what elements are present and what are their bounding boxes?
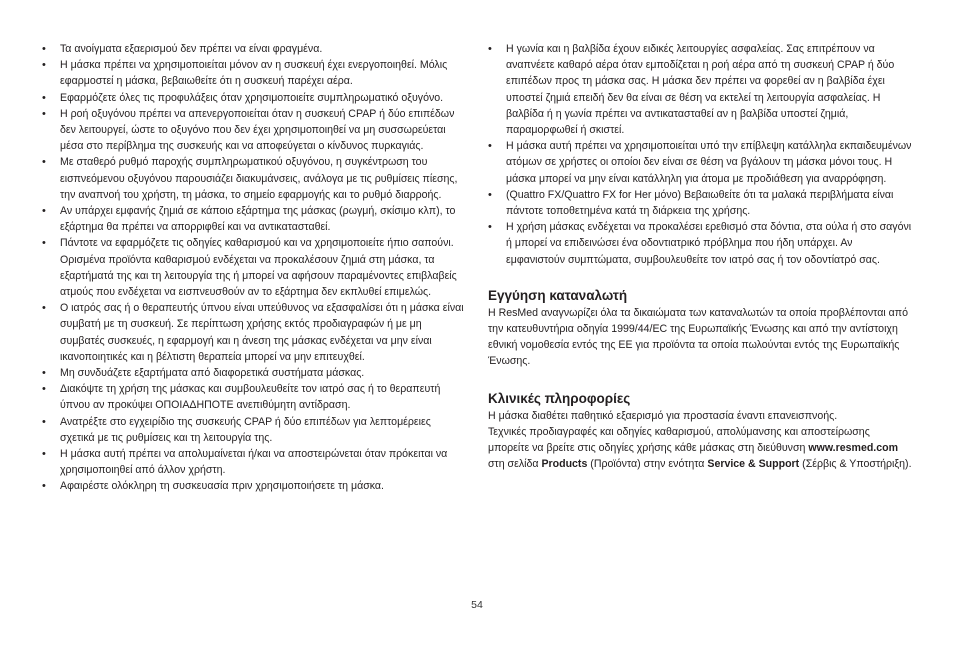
bullet: •	[488, 43, 492, 55]
right-column	[488, 41, 912, 472]
list-item: • Μη συνδυάζετε εξαρτήματα από διαφορετικά συστήματα μάσκας.	[42, 365, 466, 381]
list-item: • Η ροή οξυγόνου πρέπει να απενεργοποιείται όταν η συσκευή CPAP ή δύο επιπέδων δεν λειτουργεί, ώστε το οξυγόνο που δεν έχει χρησιμοποιηθεί να μη συσσωρεύεται μέσα στο περίβλημα της συσκευής και να αποφεύγεται ο κίνδυνος πυρκαγιάς.	[42, 107, 455, 153]
bullet: •	[42, 91, 46, 104]
left-column	[42, 41, 466, 495]
bullet: •	[42, 367, 46, 380]
list-item: • Αφαιρέστε ολόκληρη τη συσκευασία πριν χρησιμοποιήσετε τη μάσκα.	[42, 478, 466, 494]
list-item: • Εφαρμόζετε όλες τις προφυλάξεις όταν χρησιμοποιείτε συμπληρωματικό οξυγόνο.	[42, 90, 466, 106]
bullet: •	[42, 156, 46, 169]
warranty-heading: Εγγύηση καταναλωτή	[488, 287, 628, 303]
list-item: • Ανατρέξτε στο εγχειρίδιο της συσκευής CPAP ή δύο επιπέδων για λεπτομέρειες σχετικά με τις ρυθμίσεις και τη λειτουργία της.	[42, 415, 431, 444]
list-item: • Διακόψτε τη χρήση της μάσκας και συμβουλευθείτε τον ιατρό σας ή το θεραπευτή ύπνου αν προκύψει ΟΠΟΙΑΔΗΠΟΤΕ ανεπιθύμητη αντίδραση.	[42, 383, 441, 412]
bullet: •	[42, 205, 46, 218]
bullet: •	[42, 107, 46, 120]
bullet: •	[42, 415, 46, 428]
list-item: • Ο ιατρός σας ή ο θεραπευτής ύπνου είναι υπεύθυνος να εξασφαλίσει ότι η μάσκα είναι συμβατή με τη συσκευή. Σε περίπτωση χρήσης εκτός προδιαγραφών ή με μη συμβατές συσκευές, η εφαρμογή και η άνεση της μάσκας ενδέχεται να μην είναι ικανοποιητικές και η βέλτιστη θεραπεία μπορεί να μην επιτευχθεί.	[42, 302, 464, 363]
resmed-url-link[interactable]: www.resmed.com	[808, 442, 899, 455]
list-item: • (Quattro FX/Quattro FX for Her μόνο) Βεβαιωθείτε ότι τα μαλακά περιβλήματα είναι πάντοτε τοποθετημένα κατά τη διάρκεια της χρήσης.	[488, 188, 894, 218]
list-item: • Η μάσκα αυτή πρέπει να χρησιμοποιείται υπό την επίβλεψη κατάλληλα εκπαιδευμένων ατόμων σε χρήστες οι οποίοι δεν είναι σε θέση να βγάλουν τη μάσκα μόνοι τους. Η μάσκα μπορεί να μην είναι κατάλληλη για άτομα με προδιάθεση για αναρρόφηση.	[488, 140, 912, 185]
bullet: •	[42, 448, 46, 461]
list-item: • Η μάσκα αυτή πρέπει να απολυμαίνεται ή/και να αποστειρώνεται όταν πρόκειται να χρησιμοποιηθεί από άλλον χρήστη.	[42, 448, 448, 477]
list-item: • Η χρήση μάσκας ενδέχεται να προκαλέσει ερεθισμό στα δόντια, στα ούλα ή στο σαγόνι ή μπορεί να επιδεινώσει ένα οδοντιατρικό πρόβλημα που ήδη υπάρχει. Αν εμφανιστούν συμπτώματα, συμβουλευθείτε τον ιατρό σας ή τον οδοντίατρό σας.	[488, 221, 912, 266]
page-number: 54	[471, 599, 483, 611]
bullet: •	[488, 188, 492, 201]
products-label: Products	[541, 458, 588, 471]
bullet: •	[42, 480, 46, 493]
bullet: •	[42, 302, 46, 315]
warnings-list-right	[488, 41, 912, 268]
list-item: • Η μάσκα πρέπει να χρησιμοποιείται μόνον αν η συσκευή έχει ενεργοποιηθεί. Μόλις εφαρμοστεί η μάσκα, βεβαιωθείτε ότι η συσκευή παρέχει αέρα.	[42, 59, 448, 88]
bullet: •	[488, 221, 492, 234]
list-item: • Αν υπάρχει εμφανής ζημιά σε κάποιο εξάρτημα της μάσκας (ρωγμή, σκίσιμο κλπ), το εξάρτημα θα πρέπει να απορριφθεί και να αντικατασταθεί.	[42, 205, 456, 234]
bullet: •	[42, 237, 46, 250]
list-item: • Πάντοτε να εφαρμόζετε τις οδηγίες καθαρισμού και να χρησιμοποιείτε ήπιο σαπούνι. Ορισμένα προϊόντα καθαρισμού ενδέχεται να προκαλέσουν ζημιά στη μάσκα, τα εξαρτήματά της και τη λειτουργία της ή μπορεί να αφήσουν παραμένοντες επιβλαβείς ατμούς που ενδέχεται να εισπνευσθούν αν το εξάρτημα δεν εκπλυθεί επιμελώς.	[42, 237, 457, 299]
bullet: •	[42, 43, 46, 55]
clinical-text: Τεχνικές προδιαγραφές και οδηγίες καθαρισμού, απολύμανσης και αποστείρωσης μπορείτε να βρείτε στις οδηγίες χρήσης κάθε μάσκας στη διεύθυνση www.resmed.com στη σελίδα Products (Προϊόντα) στην ενότητα Service & Support (Σέρβις & Υποστήριξη).	[488, 425, 912, 471]
warnings-list-left	[42, 41, 466, 495]
service-support-label: Service & Support	[707, 458, 800, 471]
list-item: • Τα ανοίγματα εξαερισμού δεν πρέπει να είναι φραγμένα.	[42, 41, 466, 57]
warranty-text: Η ResMed αναγνωρίζει όλα τα δικαιώματα των καταναλωτών τα οποία προβλέπονται από την κατευθυντήρια οδηγία 1999/44/ΕC της Ευρωπαϊκής Ένωσης και από την αντίστοιχη εθνική νομοθεσία εντός της ΕΕ για προϊόντα τα οποία πωλούνται εντός της Ευρωπαϊκής Ένωσης.	[488, 306, 908, 368]
clinical-line: Η μάσκα διαθέτει παθητικό εξαερισμό για προστασία έναντι επανεισπνοής.	[488, 409, 838, 422]
bullet: •	[488, 140, 492, 153]
list-item: • Η γωνία και η βαλβίδα έχουν ειδικές λειτουργίες ασφαλείας. Σας επιτρέπουν να αναπνέετε καθαρό αέρα όταν εμποδίζεται η ροή αέρα από τη συσκευή CPAP ή δύο επιπέδων προς τη μάσκα σας. Η μάσκα δεν πρέπει να φορεθεί αν η βαλβίδα έχει υποστεί ζημιά επειδή δεν θα είναι σε θέση να εκτελεί τη λειτουργία ασφαλείας. Η βαλβίδα ή η γωνία πρέπει να αντικατασταθεί αν η βαλβίδα υποστεί ζημιά, παραμορφωθεί ή σκιστεί.	[488, 43, 895, 137]
clinical-heading: Κλινικές πληροφορίες	[488, 390, 631, 406]
bullet: •	[42, 383, 46, 396]
bullet: •	[42, 59, 46, 72]
list-item: • Με σταθερό ρυθμό παροχής συμπληρωματικού οξυγόνου, η συγκέντρωση του εισπνεόμενου οξυγόνου παρουσιάζει διακυμάνσεις, ανάλογα με τις ρυθμίσεις πίεσης, την αναπνοή του χρήστη, τη μάσκα, το σημείο εφαρμογής και το ρυθμό διαρροής.	[42, 156, 458, 201]
